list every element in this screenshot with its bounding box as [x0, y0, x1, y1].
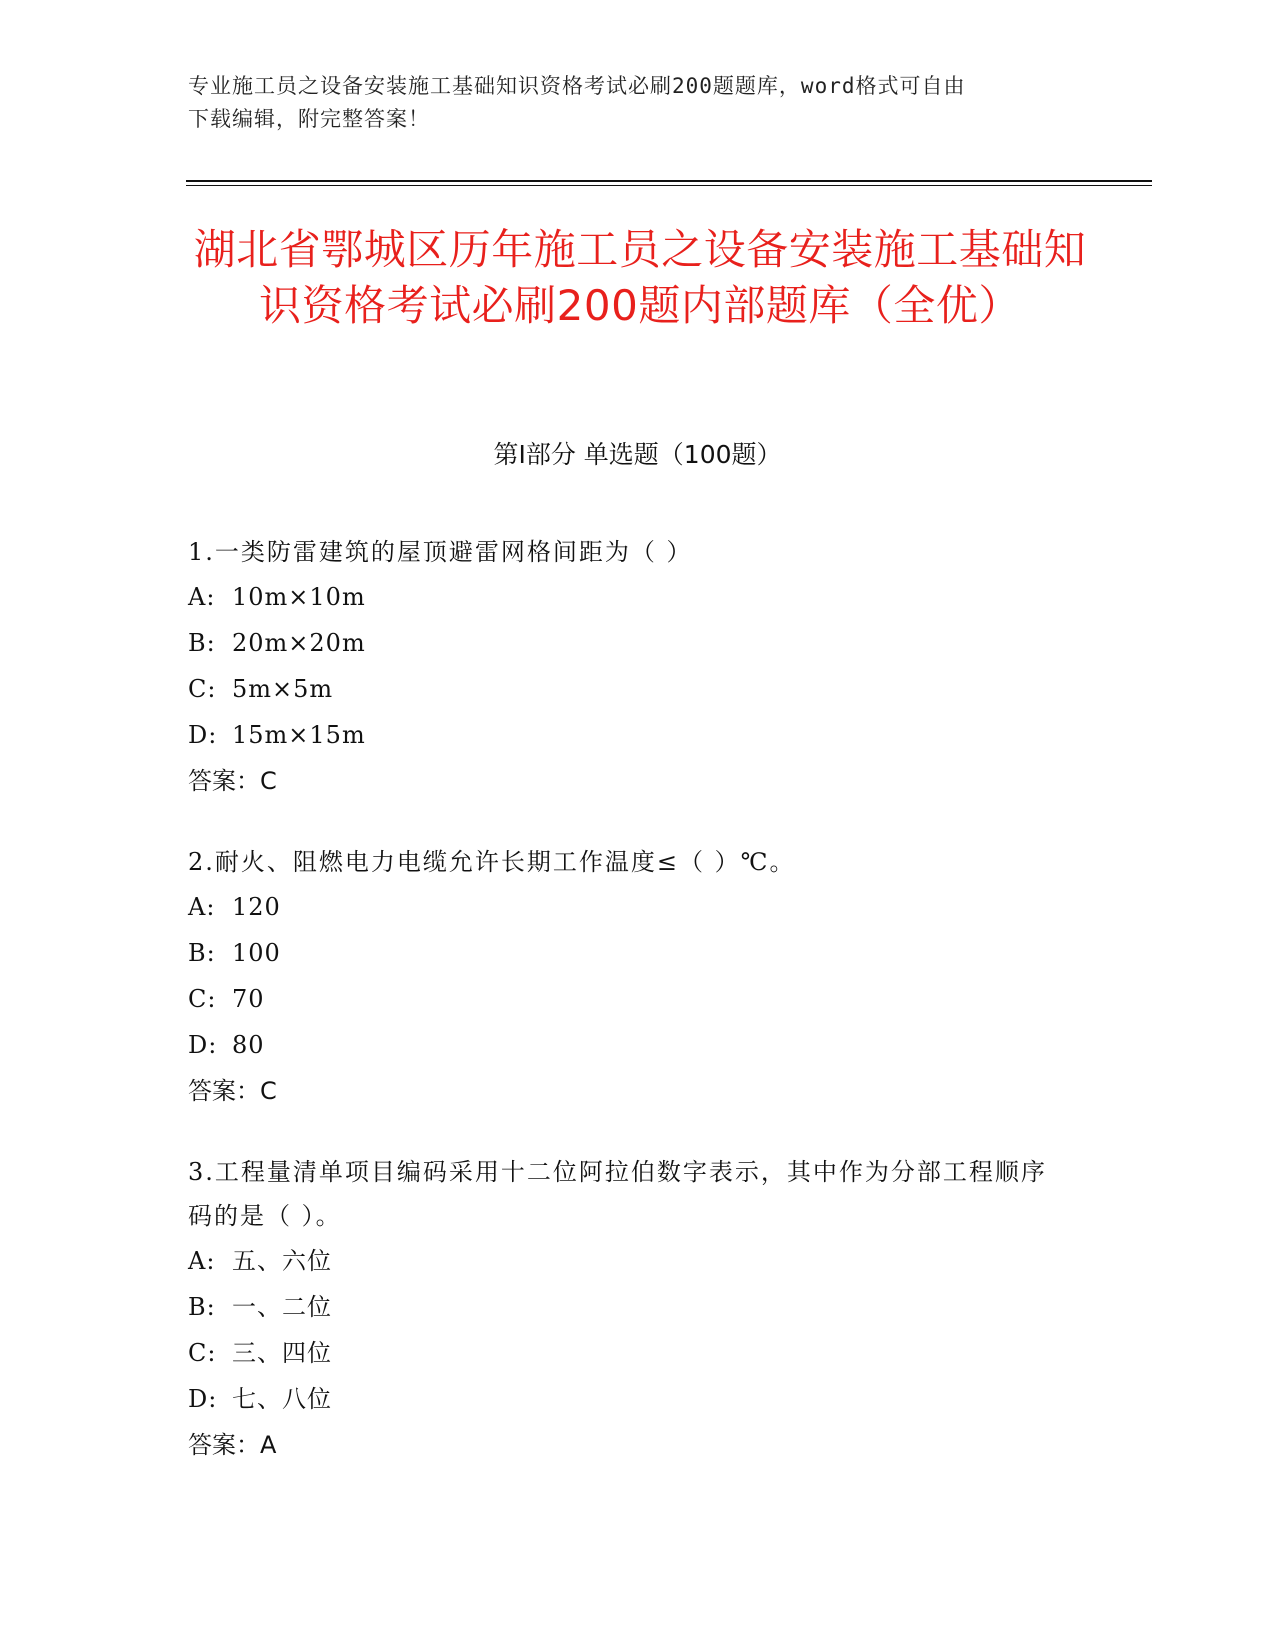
answer-line: 答案：A [188, 1431, 277, 1459]
option-c [188, 976, 1068, 1022]
option-letter: C: [188, 675, 217, 703]
header-divider-thin [186, 185, 1152, 186]
option-text: 五、六位 [232, 1247, 332, 1275]
option-a [188, 1238, 1068, 1284]
option-text: 100 [232, 939, 281, 967]
option-b [188, 1284, 1068, 1330]
option-c [188, 666, 1068, 712]
option-letter: A: [188, 583, 216, 611]
option-letter: B: [188, 939, 216, 967]
option-text: 120 [232, 893, 281, 921]
option-letter: D: [188, 721, 218, 749]
option-text: 80 [232, 1031, 265, 1059]
answer-line: 答案：C [188, 767, 277, 795]
option-text: 七、八位 [232, 1385, 332, 1413]
option-letter: D: [188, 1031, 218, 1059]
header-note-line-1: 专业施工员之设备安装施工基础知识资格考试必刷200题题库，word格式可自由 [188, 74, 966, 98]
option-b [188, 620, 1068, 666]
question-stem: 2.耐火、阻燃电力电缆允许长期工作温度≤（ ）℃。 [188, 848, 796, 876]
question-list [188, 530, 1068, 1504]
question-stem: 1.一类防雷建筑的屋顶避雷网格间距为（ ） [188, 538, 693, 566]
option-text: 70 [232, 985, 265, 1013]
answer-line: 答案：C [188, 1077, 277, 1105]
question-stem: 3.工程量清单项目编码采用十二位阿拉伯数字表示，其中作为分部工程顺序码的是（ ）。 [188, 1158, 1047, 1230]
option-b [188, 930, 1068, 976]
option-letter: B: [188, 629, 216, 657]
option-letter: A: [188, 893, 216, 921]
option-a [188, 574, 1068, 620]
option-letter: C: [188, 1339, 217, 1367]
option-text: 一、二位 [232, 1293, 332, 1321]
option-d [188, 712, 1068, 758]
header-divider-thick [186, 180, 1152, 182]
option-text: 10m×10m [232, 583, 366, 611]
option-letter: A: [188, 1247, 216, 1275]
question-2 [188, 840, 1068, 1114]
option-text: 5m×5m [232, 675, 334, 703]
section-title: 第Ⅰ部分 单选题（100题） [493, 440, 782, 469]
option-c [188, 1330, 1068, 1376]
option-d [188, 1376, 1068, 1422]
question-3 [188, 1150, 1068, 1468]
option-text: 三、四位 [232, 1339, 332, 1367]
document-title: 湖北省鄂城区历年施工员之设备安装施工基础知识资格考试必刷200题内部题库（全优） [193, 225, 1087, 330]
option-a [188, 884, 1068, 930]
question-1 [188, 530, 1068, 804]
option-letter: C: [188, 985, 217, 1013]
option-text: 20m×20m [232, 629, 366, 657]
option-letter: B: [188, 1293, 216, 1321]
option-text: 15m×15m [232, 721, 366, 749]
header-note-line-2: 下载编辑，附完整答案！ [188, 107, 430, 131]
option-letter: D: [188, 1385, 218, 1413]
option-d [188, 1022, 1068, 1068]
header-note [188, 70, 1068, 136]
